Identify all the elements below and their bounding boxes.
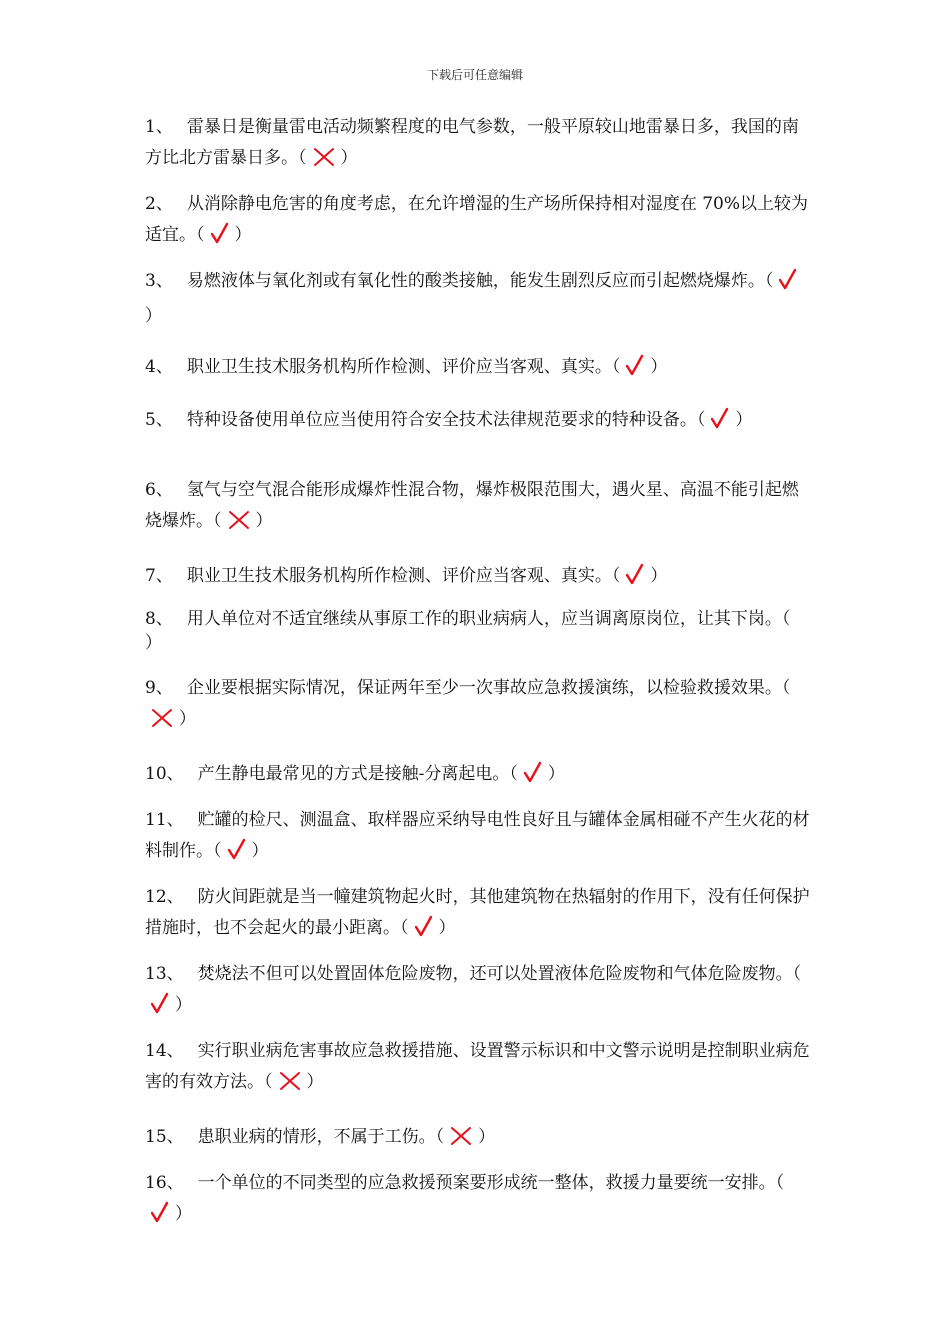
question-6: 6、 氢气与空气混合能形成爆炸性混合物，爆炸极限范围大，遇火星、高温不能引起燃烧爆炸。（ ） bbox=[145, 475, 810, 541]
question-10: 10、 产生静电最常见的方式是接触-分离起电。（ ） bbox=[145, 759, 810, 794]
question-number: 7、 bbox=[145, 566, 173, 586]
check-icon bbox=[228, 838, 246, 871]
check-icon bbox=[626, 563, 644, 596]
question-number: 9、 bbox=[145, 678, 173, 698]
question-text: 氢气与空气混合能形成爆炸性混合物，爆炸极限范围大，遇火星、高温不能引起燃烧爆炸。（ bbox=[145, 480, 799, 531]
cross-icon bbox=[228, 510, 250, 541]
question-13: 13、 焚烧法不但可以处置固体危险废物，还可以处置液体危险废物和气体危险废物。（） bbox=[145, 959, 810, 1025]
question-text: 实行职业病危害事故应急救援措施、设置警示标识和中文警示说明是控制职业病危害的有效方法。（ bbox=[145, 1041, 810, 1092]
question-text: 一个单位的不同类型的应急救援预案要形成统一整体，救援力量要统一安排。（ bbox=[197, 1173, 785, 1193]
question-7: 7、 职业卫生技术服务机构所作检测、评价应当客观、真实。（ ） bbox=[145, 561, 810, 596]
question-number: 4、 bbox=[145, 357, 173, 377]
question-11: 11、 贮罐的检尺、测温盒、取样器应采纳导电性良好且与罐体金属相碰不产生火花的材料制作。（ ） bbox=[145, 805, 810, 871]
question-number: 13、 bbox=[145, 964, 184, 984]
question-text: 用人单位对不适宜继续从事原工作的职业病病人，应当调离原岗位，让其下岗。（ bbox=[186, 609, 791, 629]
cross-icon bbox=[313, 147, 335, 178]
cross-icon bbox=[151, 708, 173, 739]
page-header: 下载后可任意编辑 bbox=[426, 68, 523, 82]
question-9: 9、 企业要根据实际情况，保证两年至少一次事故应急救援演练，以检验救援效果。（） bbox=[145, 673, 810, 739]
question-number: 10、 bbox=[145, 764, 184, 784]
question-number: 14、 bbox=[145, 1041, 184, 1061]
question-number: 15、 bbox=[145, 1127, 184, 1147]
check-icon bbox=[211, 222, 229, 255]
check-icon bbox=[626, 354, 644, 387]
question-number: 1、 bbox=[145, 117, 173, 137]
question-text: 贮罐的检尺、测温盒、取样器应采纳导电性良好且与罐体金属相碰不产生火花的材料制作。（ bbox=[145, 810, 810, 861]
question-text: 易燃液体与氧化剂或有氧化性的酸类接触，能发生剧烈反应而引起燃烧爆炸。（ bbox=[186, 271, 774, 291]
check-icon bbox=[415, 915, 433, 948]
question-text: 职业卫生技术服务机构所作检测、评价应当客观、真实。（ bbox=[186, 566, 621, 586]
question-12: 12、 防火间距就是当一幢建筑物起火时，其他建筑物在热辐射的作用下，没有任何保护措施时，也不会起火的最小距离。（ ） bbox=[145, 882, 810, 948]
question-text: 职业卫生技术服务机构所作检测、评价应当客观、真实。（ bbox=[186, 357, 621, 377]
question-text: 雷暴日是衡量雷电活动频繁程度的电气参数，一般平原较山地雷暴日多，我国的南方比北方雷暴日多。（ bbox=[145, 117, 799, 168]
question-text: 企业要根据实际情况，保证两年至少一次事故应急救援演练，以检验救援效果。（ bbox=[186, 678, 791, 698]
question-text: 从消除静电危害的角度考虑，在允许增湿的生产场所保持相对湿度在 70%以上较为适宜。（ bbox=[145, 194, 809, 245]
question-text: 特种设备使用单位应当使用符合安全技术法律规范要求的特种设备。（ bbox=[186, 410, 706, 430]
question-text: 产生静电最常见的方式是接触-分离起电。（ bbox=[197, 764, 518, 784]
question-number: 8、 bbox=[145, 609, 173, 629]
question-number: 6、 bbox=[145, 480, 173, 500]
question-text: 防火间距就是当一幢建筑物起火时，其他建筑物在热辐射的作用下，没有任何保护措施时，也不会起火的最小距离。（ bbox=[145, 887, 810, 938]
question-8: 8、 用人单位对不适宜继续从事原工作的职业病病人，应当调离原岗位，让其下岗。（） bbox=[145, 609, 791, 653]
question-1: 1、 雷暴日是衡量雷电活动频繁程度的电气参数，一般平原较山地雷暴日多，我国的南方比北方雷暴日多。（ ） bbox=[145, 112, 810, 178]
question-3: 3、 易燃液体与氧化剂或有氧化性的酸类接触，能发生剧烈反应而引起燃烧爆炸。（） bbox=[145, 266, 810, 332]
question-5: 5、 特种设备使用单位应当使用符合安全技术法律规范要求的特种设备。（ ） bbox=[145, 407, 810, 437]
question-number: 16、 bbox=[145, 1173, 184, 1193]
question-15: 15、 患职业病的情形，不属于工伤。（ ） bbox=[145, 1122, 810, 1157]
question-number: 2、 bbox=[145, 194, 173, 214]
question-2: 2、 从消除静电危害的角度考虑，在允许增湿的生产场所保持相对湿度在 70%以上较为适宜。（ ） bbox=[145, 189, 810, 255]
question-text: 焚烧法不但可以处置固体危险废物，还可以处置液体危险废物和气体危险废物。（ bbox=[197, 964, 802, 984]
question-16: 16、 一个单位的不同类型的应急救援预案要形成统一整体，救援力量要统一安排。（） bbox=[145, 1168, 810, 1234]
question-text: 患职业病的情形，不属于工伤。（ bbox=[197, 1127, 445, 1147]
cross-icon bbox=[450, 1126, 472, 1157]
question-number: 5、 bbox=[145, 410, 173, 430]
question-4: 4、 职业卫生技术服务机构所作检测、评价应当客观、真实。（ ） bbox=[145, 352, 810, 387]
check-icon bbox=[779, 268, 797, 301]
question-number: 3、 bbox=[145, 271, 173, 291]
question-14: 14、 实行职业病危害事故应急救援措施、设置警示标识和中文警示说明是控制职业病危害的有效方法。（ ） bbox=[145, 1036, 810, 1102]
check-icon bbox=[711, 407, 729, 437]
check-icon bbox=[151, 1201, 169, 1234]
check-icon bbox=[151, 992, 169, 1025]
question-number: 12、 bbox=[145, 887, 184, 907]
check-icon bbox=[524, 761, 542, 794]
question-number: 11、 bbox=[145, 810, 184, 830]
cross-icon bbox=[279, 1071, 301, 1102]
